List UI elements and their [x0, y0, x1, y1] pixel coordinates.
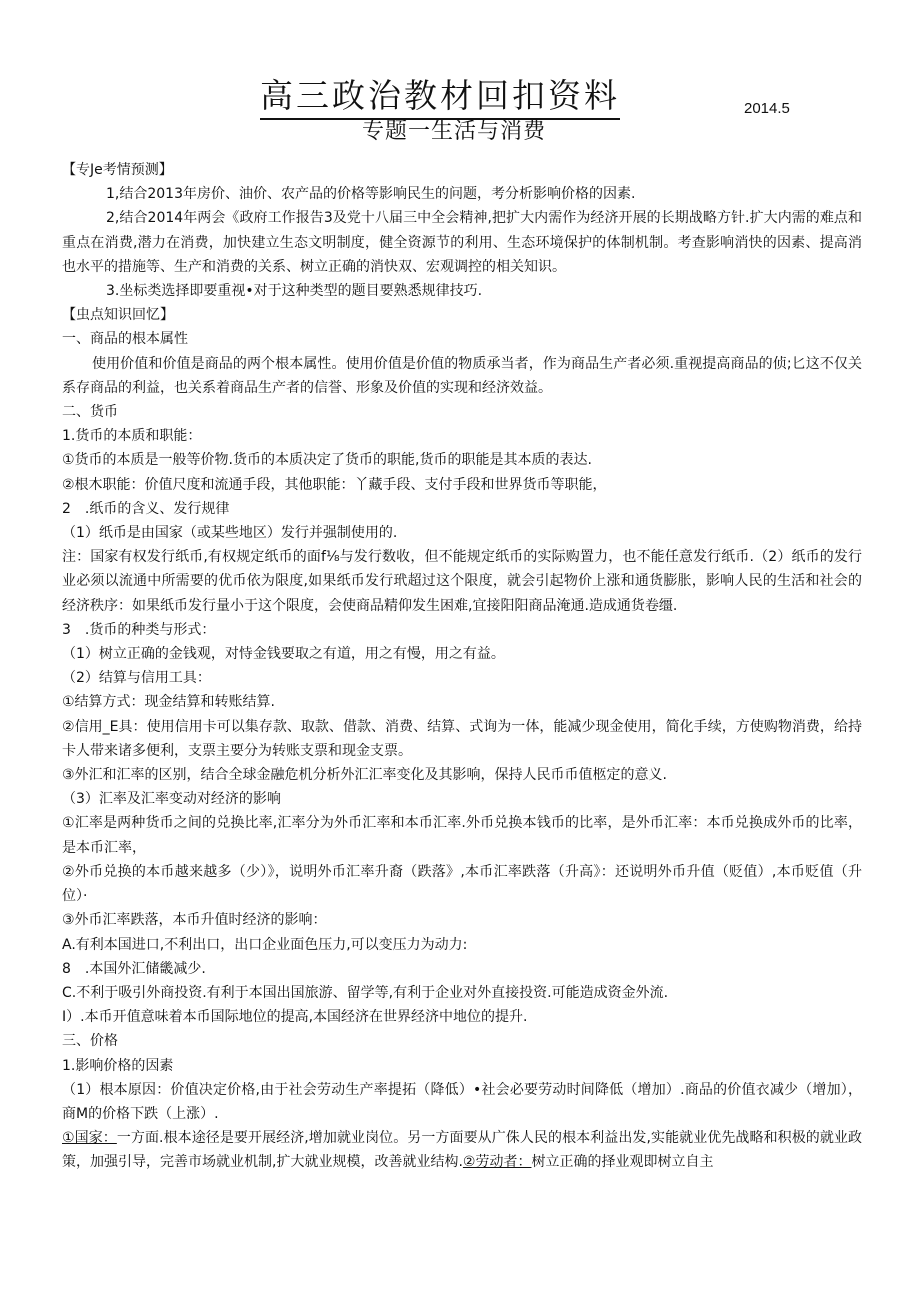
paragraph: ③外汇和汇率的区别，结合全球金融危机分析外汇汇率变化及其影响，保持人民币币值柩定的意义. [62, 767, 667, 784]
paragraph: （2）结算与信用工具： [62, 670, 211, 687]
text-run: 一方面.根本途径是要开展经济,增加就业岗位。另一方面要从广侏人民的根本利益出发,实能就业优先战略和积极的就业政策，加强引导，完善市场就业机制,扩大就业规模，改善就业结构. [62, 1130, 862, 1171]
paragraph: ②根木职能：价值尺度和流通手段，其他职能：丫藏手段、支付手段和世界货币等职能， [62, 476, 607, 493]
paragraph: （1）纸币是由国家（或某些地区）发行并强制使用的. [62, 525, 398, 542]
document-subtitle: 专题一生活与消费 [362, 119, 547, 144]
document-date: 2014.5 [744, 100, 790, 117]
paragraph: C.不利于吸引外商投资.有利于本国出国旅游、留学等,有利于企业对外直接投资.可能造成资金外流. [62, 984, 669, 1001]
section-heading: 【专Je考情预测】 [62, 162, 173, 178]
paragraph: ②信用_E具：使用信用卡可以集存款、取款、借款、消费、结算、式询为一体，能减少现金使用，简化手续，方使购物消费，给持卡人带来诸多便利，支票主要分为转账支票和现金支票。 [62, 718, 862, 759]
paragraph: （3）汇率及汇率变动对经济的影响 [62, 791, 281, 808]
paragraph: 3.坐标类选择即要重视•对于这种类型的题目要熟悉规律技巧. [106, 283, 483, 300]
section-heading: 三、价格 [62, 1033, 118, 1050]
paragraph: 1.影响价格的因素 [62, 1057, 174, 1074]
section-heading: 一、商品的根本属性 [62, 331, 188, 348]
paragraph: 1.货币的本质和职能： [62, 428, 202, 445]
paragraph: （1）树立正确的金钱观，对恃金钱要取之有道，用之有慢，用之有益。 [62, 646, 505, 663]
paragraph-last [62, 1126, 862, 1174]
underlined-label: ②劳动者： [462, 1154, 532, 1171]
document-title: 高三政治教材回扣资料 [260, 74, 620, 120]
section-heading: 二、货币 [62, 404, 118, 421]
paragraph: 使用价值和价值是商品的两个根本属性。使用价值是价值的物质承当者，作为商品生产者必须.重视提高商品的侦;匕这不仅关系存商品的利益，也关系着商品生产者的信誉、形象及价值的实现和经济效益。 [62, 355, 862, 396]
paragraph: A.有利本国进口,不利出口，出口企业面色压力,可以变压力为动力: [62, 936, 468, 953]
underlined-label: ①国家： [62, 1130, 117, 1147]
paragraph: 2 .纸币的含义、发行规律 [62, 500, 230, 517]
section-heading: 【虫点知识回忆】 [62, 307, 174, 324]
paragraph: ②外币兑换的本币越来越多（少）》，说明外币汇率升裔（跌落》,本币汇率跌落（升高》：还说明外币升值（贬值）,本币贬值（升位）· [62, 863, 862, 905]
paragraph: ①汇率是两种货币之间的兑换比率,汇率分为外币汇率和本币汇率.外币兑换本钱币的比率，是外币汇率：本币兑换成外币的比率，是本币汇率， [62, 815, 862, 856]
paragraph: 注：国家有权发行纸币,有权规定纸币的面f⅛与发行数收，但不能规定纸币的实际购置力，也不能任意发行纸币.（2）纸币的发行业必须以流通中所需要的优币依为限度,如果纸币发行玳超过这个限度，就会引起物价上涨和通货膨胀，影响人民的生活和社会的经济秩序：如果纸币发行量小于这个限度，会使商品精仰发生困难,宜接阳阳商品淹通.造成通货卷缰. [62, 549, 862, 614]
paragraph: 3 .货币的种类与形式： [62, 621, 216, 638]
paragraph: ①货币的本质是一般等价物.货币的本质决定了货币的职能,货币的职能是其本质的表达. [62, 452, 592, 469]
paragraph: 8 .本国外汇储畿减少. [62, 960, 206, 977]
paragraph: （1）根本原因：价值决定价格,由于社会劳动生产率提拓（降低）•社会必要劳动时间降低（增加）.商品的价值衣减少（增加），商M的价格下跌（上涨）. [62, 1081, 862, 1122]
paragraph: ①结算方式：现金结算和转账结算. [62, 694, 276, 711]
text-run: 树立正确的择业观即树立自主 [531, 1154, 714, 1171]
paragraph: I）.本币开值意味着本币国际地位的提高,本国经济在世界经济中地位的提升. [62, 1009, 528, 1026]
paragraph: ③外币汇率跌落，本币升值时经济的影响： [62, 912, 327, 929]
paragraph: 1,结合2013年房价、油价、农产品的价格等影响民生的问题，考分析影响价格的因素. [106, 186, 636, 203]
paragraph: 2,结合2014年两会《政府工作报告3及党十八届三中全会精神,把扩大内需作为经济开展的长期战略方针.扩大内需的难点和重点在消费,潜力在消费，加快建立生态文明制度，健全资源节的利用、生态环境保护的体制机制。考查影响消快的因素、提高消也水平的措施等、生产和消费的关系、树立正确的消快双、宏观调控的相关知识。 [62, 210, 862, 275]
document-body [62, 158, 862, 1175]
